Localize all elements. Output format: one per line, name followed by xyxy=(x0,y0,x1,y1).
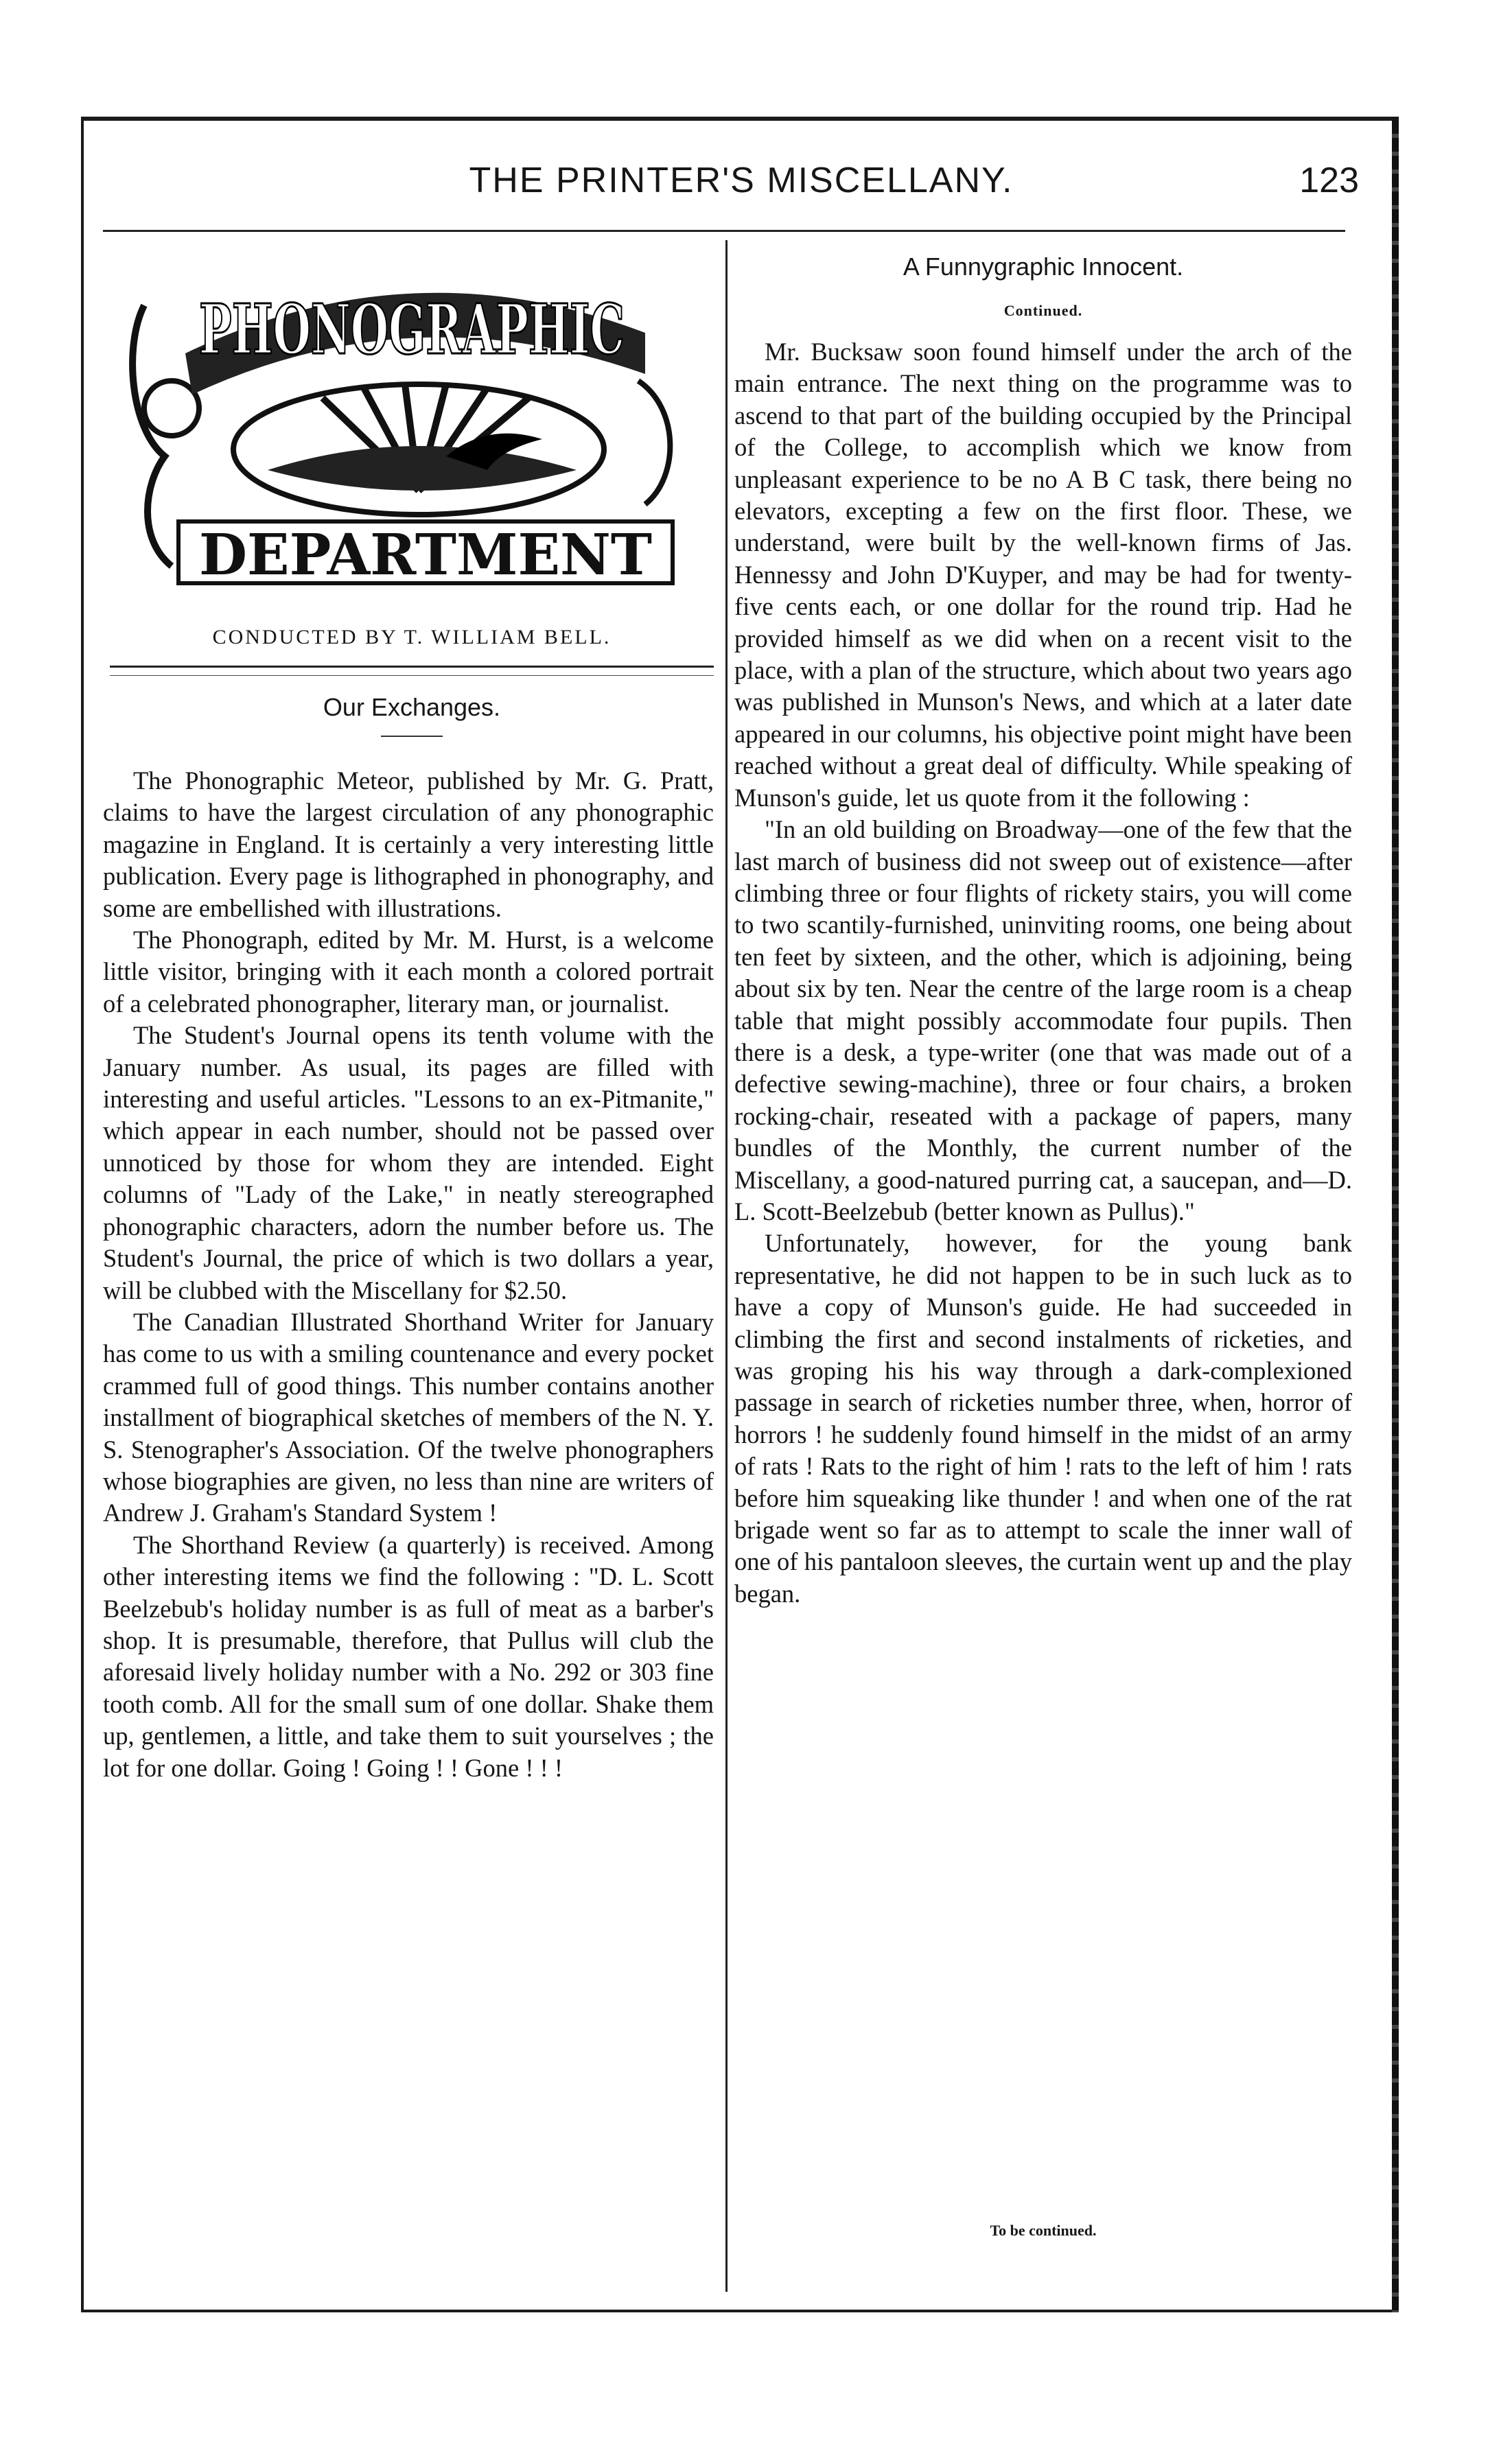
paragraph: Unfortunately, however, for the young bank representative, he did not happen to be in such luck as to have a copy of Munson's guide. He had succeeded in climbing the first and second instalments of ricketies, and was groping his his way through a dark-complexioned passage in search of ricketies number three, when, horror of horrors ! he suddenly found himself in the midst of an army of rats ! Rats to the right of him ! rats to the left of him ! rats before him squeaking like thunder ! and when one of the rat brigade went so far as to attempt to scale the inner wall of one of his pantaloon sleeves, the curtain went up and the play began. xyxy=(734,1229,1352,1608)
continued-label: Continued. xyxy=(1003,302,1083,319)
paragraph: The Phonographic Meteor, published by Mr. G. Pratt, claims to have the largest circulation of any phonographic magazine in England. It is certainly a very interesting little publication. Every page is lithographed in phonography, and some are embellished with illustrations. xyxy=(103,766,714,922)
paragraph: The Student's Journal opens its tenth volume with the January number. As usual, its pages are filled with interesting and useful articles. "Lessons to an ex-Pitmanite," which appear in each number, should not be passed over unnoticed by those for whom they are intended. Eight columns of "Lady of the Lake," in neatly stereographed phonographic characters, adorn the number before us. The Student's Journal, the price of which is two dollars a year, will be clubbed with the Miscellany for $2.50. xyxy=(103,1021,714,1304)
to-be-continued: To be continued. xyxy=(990,2222,1097,2239)
section-rule-thin xyxy=(110,675,714,676)
paragraph: The Shorthand Review (a quarterly) is received. Among other interesting items we find the following : "D. L. Scott Beelzebub's holiday number is as full of meat as a barber's shop. It is presumable, therefore, that Pullus will club the aforesaid lively holiday number with a No. 292 or 303 fine tooth comb. All for the small sum of one dollar. Shake them up, gentlemen, a little, and take them to suit yourselves ; the lot for one dollar. Going ! Going ! ! Gone ! ! ! xyxy=(103,1530,714,1782)
paragraph: The Phonograph, edited by Mr. M. Hurst, is a welcome little visitor, bringing with it each month a colored portrait of a celebrated phonographer, literary man, or journalist. xyxy=(103,926,714,1018)
logo-top-text: PHONOGRAPHIC xyxy=(199,289,625,370)
logo-bottom-text: DEPARTMENT xyxy=(199,522,652,588)
running-title: THE PRINTER'S MISCELLANY. xyxy=(469,161,1014,200)
right-column-text xyxy=(734,336,1352,1610)
heading-rule xyxy=(381,736,443,737)
conducted-by: CONDUCTED BY T. WILLIAM BELL. xyxy=(212,626,612,648)
page-number: 123 xyxy=(1299,161,1359,200)
header-rule xyxy=(103,230,1345,232)
section-rule xyxy=(110,666,714,668)
page-edge-shadow xyxy=(1392,120,1399,2312)
quoted-paragraph: "In an old building on Broadway—one of the few that the last march of business did not sweep out of existence—after climbing three or four flights of rickety stairs, you will come to two scantily-furnished, uninviting rooms, one being about ten feet by sixteen, and the other, which is adjoining, being about six by ten. Near the centre of the large room is a cheap table that might possibly accommodate four pupils. Then there is a desk, a type-writer (one that was made out of a defective sewing-machine), three or four chairs, a broken rocking-chair, reseated with a package of papers, many bundles of the Monthly, the current number of the Miscellany, a good-natured purring cat, a saucepan, and—D. L. Scott-Beelzebub (better known as Pullus)." xyxy=(734,815,1352,1225)
left-heading: Our Exchanges. xyxy=(323,693,501,721)
column-divider xyxy=(725,240,728,2292)
phonographic-department-logo xyxy=(117,250,707,594)
paragraph: The Canadian Illustrated Shorthand Writer for January has come to us with a smiling countenance and every pocket crammed full of good things. This number contains another installment of biographical sketches of members of the N. Y. S. Stenographer's Association. Of the twelve phonographers whose biographies are given, no less than nine are writers of Andrew J. Graham's Standard System ! xyxy=(103,1307,714,1527)
paragraph: Mr. Bucksaw soon found himself under the arch of the main entrance. The next thing on the programme was to ascend to that part of the building occupied by the Principal of the College, to accomplish which we know from unpleasant experience to be no A B C task, there being no elevators, excepting a few on the first floor. These, we understand, were built by the well-known firms of Jas. Hennessy and John D'Kuyper, and may be had for twenty-five cents each, or one dollar for the round trip. Had he provided himself as we did when on a recent visit to the place, with a plan of the structure, which about two years ago was published in Munson's News, and which at a later date appeared in our columns, his objective point might have been reached without a great deal of difficulty. While speaking of Munson's guide, let us quote from it the following : xyxy=(734,338,1352,812)
page-header xyxy=(103,154,1380,216)
right-heading: A Funnygraphic Innocent. xyxy=(903,253,1184,281)
left-column-text xyxy=(103,765,714,1784)
